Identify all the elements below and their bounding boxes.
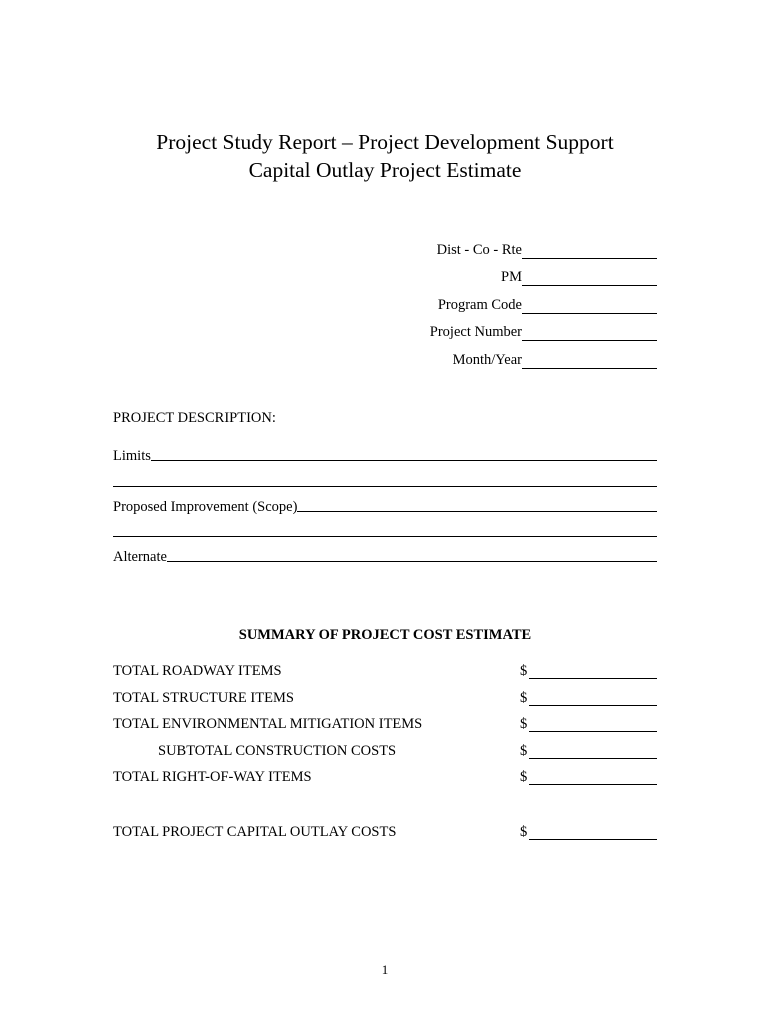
cost-row-roadway	[113, 663, 657, 683]
pm-row	[380, 264, 657, 292]
limits-field[interactable]	[151, 446, 657, 461]
month-year-field[interactable]	[522, 352, 657, 369]
dollar-sign: $	[520, 743, 528, 759]
program-code-label: Program Code	[437, 296, 522, 313]
cost-field-subtotal[interactable]	[529, 758, 657, 759]
pm-field[interactable]	[522, 269, 657, 286]
dist-co-rte-label: Dist - Co - Rte	[436, 241, 522, 258]
limits-label: Limits	[113, 448, 151, 464]
program-code-row	[380, 291, 657, 319]
scope-field[interactable]	[297, 497, 657, 512]
alternate-label: Alternate	[113, 549, 167, 565]
cost-field-right-of-way[interactable]	[529, 784, 657, 785]
dist-co-rte-field[interactable]	[522, 242, 657, 259]
cost-label-roadway: TOTAL ROADWAY ITEMS	[113, 663, 282, 679]
scope-row	[113, 497, 657, 516]
cost-field-environmental[interactable]	[529, 731, 657, 732]
cost-label-right-of-way: TOTAL RIGHT-OF-WAY ITEMS	[113, 769, 312, 785]
cost-row-right-of-way	[113, 769, 657, 789]
scope-continuation-line[interactable]	[113, 536, 657, 537]
project-description-heading: PROJECT DESCRIPTION:	[113, 410, 276, 426]
program-code-field[interactable]	[522, 297, 657, 314]
dollar-sign: $	[520, 769, 528, 785]
scope-label: Proposed Improvement (Scope)	[113, 499, 298, 515]
project-number-row	[380, 319, 657, 347]
dollar-sign: $	[520, 716, 528, 732]
summary-heading: SUMMARY OF PROJECT COST ESTIMATE	[238, 627, 532, 643]
title-line-2: Capital Outlay Project Estimate	[248, 158, 522, 182]
title-line-1: Project Study Report – Project Development Support	[156, 130, 614, 154]
cost-field-structure[interactable]	[529, 705, 657, 706]
cost-field-total[interactable]	[529, 839, 657, 840]
cost-row-environmental	[113, 716, 657, 736]
dollar-sign: $	[520, 690, 528, 706]
project-number-field[interactable]	[522, 324, 657, 341]
cost-label-subtotal: SUBTOTAL CONSTRUCTION COSTS	[158, 743, 397, 759]
cost-label-environmental: TOTAL ENVIRONMENTAL MITIGATION ITEMS	[113, 716, 423, 732]
alternate-field[interactable]	[167, 547, 657, 562]
document-title	[0, 128, 770, 184]
cost-label-total: TOTAL PROJECT CAPITAL OUTLAY COSTS	[113, 824, 397, 840]
month-year-label: Month/Year	[452, 351, 522, 368]
cost-row-structure	[113, 690, 657, 710]
cost-row-total	[113, 824, 657, 844]
identification-block	[380, 236, 657, 374]
dist-co-rte-row	[380, 236, 657, 264]
cost-field-roadway[interactable]	[529, 678, 657, 679]
month-year-row	[380, 346, 657, 374]
cost-label-structure: TOTAL STRUCTURE ITEMS	[113, 690, 294, 706]
dollar-sign: $	[520, 824, 528, 840]
alternate-row	[113, 547, 657, 566]
page-number: 1	[381, 962, 389, 977]
pm-label: PM	[501, 269, 522, 285]
limits-row	[113, 446, 657, 465]
project-number-label: Project Number	[429, 324, 522, 340]
dollar-sign: $	[520, 663, 528, 679]
limits-continuation-line[interactable]	[113, 486, 657, 487]
cost-row-subtotal	[113, 743, 657, 763]
